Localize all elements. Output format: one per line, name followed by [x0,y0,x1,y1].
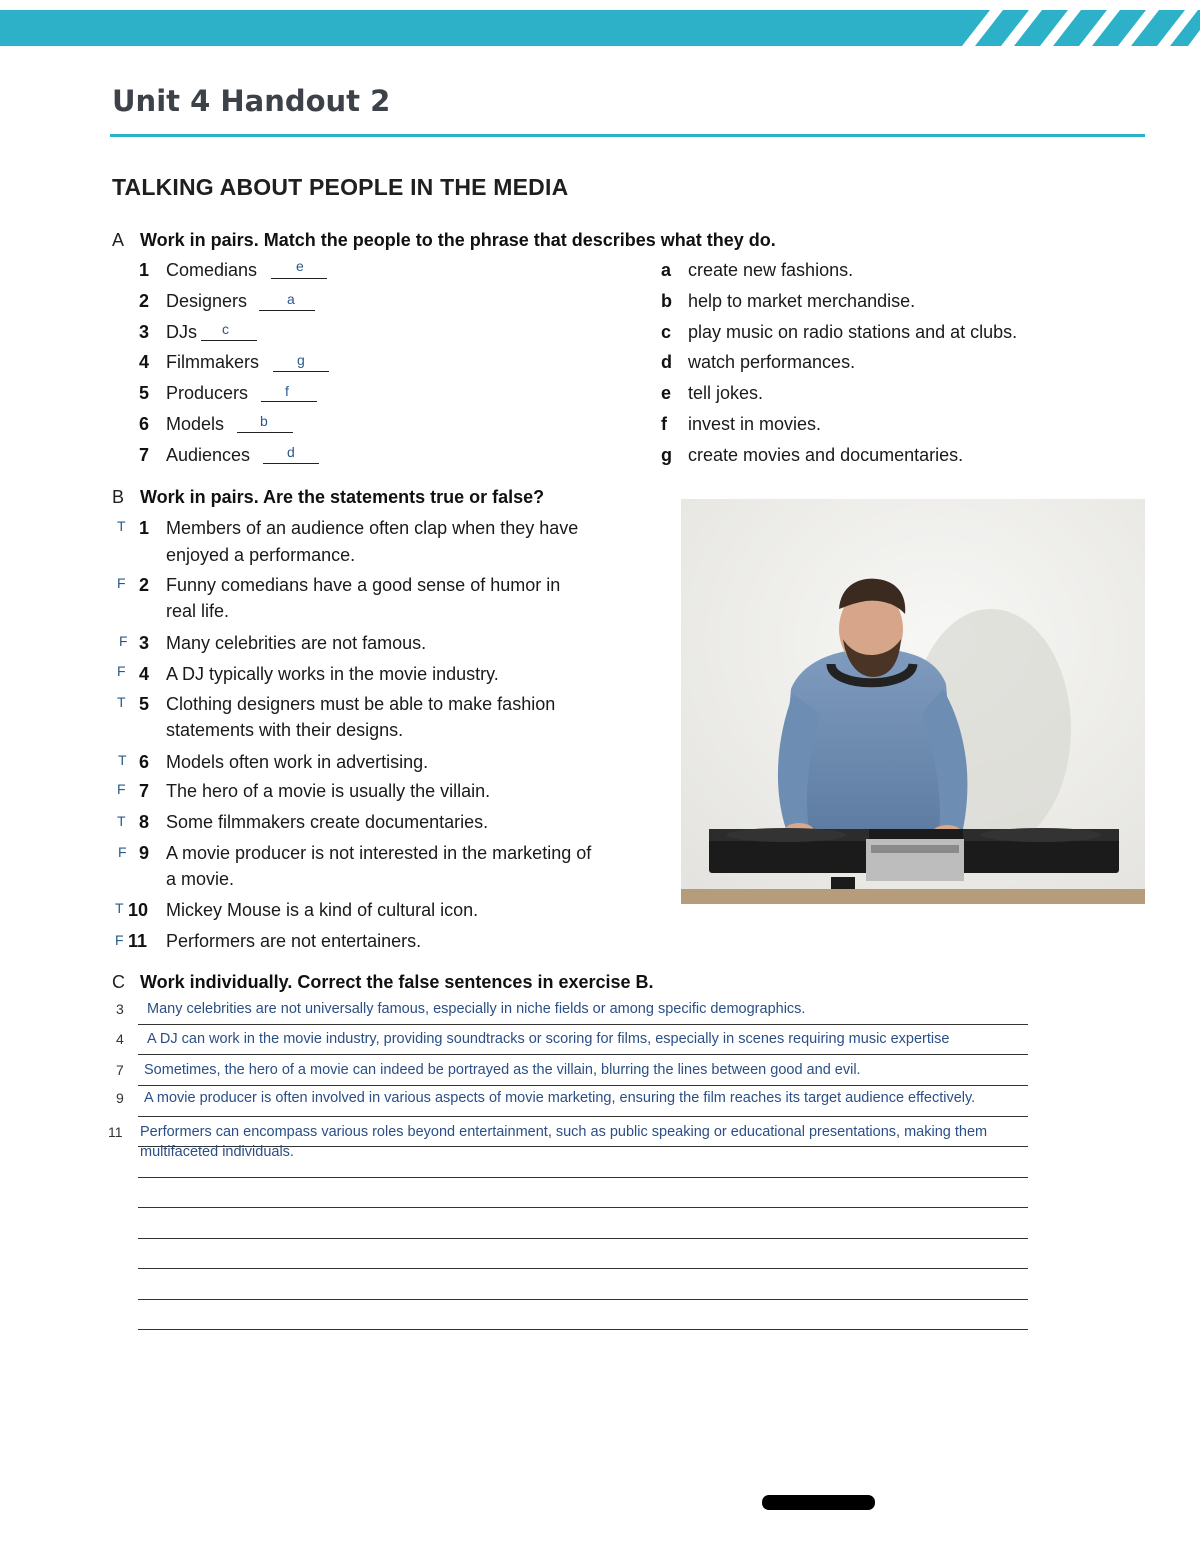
phrase-letter: d [661,352,672,372]
statement-number: 5 [139,694,150,714]
writing-line [138,1207,1028,1208]
statement-text: A DJ typically works in the movie industry. [166,664,499,684]
phrase-text: create new fashions. [688,260,854,280]
item-number: 5 [139,383,150,403]
answer-value: g [297,352,305,368]
exercise-c-letter: C [112,972,125,992]
statement-text: Many celebrities are not famous. [166,633,427,653]
phrase-text: help to market merchandise. [688,291,916,311]
answer-value: b [260,413,268,429]
phrase-letter: f [661,414,667,434]
writing-line [138,1177,1028,1178]
correction-text[interactable]: Many celebrities are not universally famous, especially in niche fields or among specific demographics. [147,1001,806,1017]
answer-value: f [285,383,289,399]
correction-text[interactable]: A movie producer is often involved in various aspects of movie marketing, ensuring the film reaches its target audience effectively. [144,1090,976,1106]
statement-number: 8 [139,812,150,832]
item-number: 1 [139,260,150,280]
phrase-text: invest in movies. [688,414,822,434]
phrase-text: watch performances. [688,352,856,372]
answer-value: c [222,321,229,337]
answer-blank[interactable] [271,278,327,279]
answer-value: a [287,291,295,307]
exercise-c-instruction: Work individually. Correct the false sentences in exercise B. [140,972,654,992]
statement-number: 1 [139,518,150,538]
people-label: Audiences [166,445,251,465]
writing-line [138,1116,1028,1117]
statement-text: Members of an audience often clap when they have [166,518,579,538]
item-number: 7 [139,445,150,465]
statement-text: Funny comedians have a good sense of humor in [166,575,561,595]
answer-value: d [287,444,295,460]
people-label: DJs [166,322,197,342]
writing-line [138,1085,1028,1086]
correction-number: 7 [116,1062,124,1078]
statement-text-cont: a movie. [166,869,235,889]
answer-blank[interactable] [237,432,293,433]
true-false-mark[interactable]: T [115,900,124,916]
statement-text-cont: enjoyed a performance. [166,545,356,565]
true-false-mark[interactable]: T [118,752,127,768]
answer-blank[interactable] [273,371,329,372]
correction-text[interactable]: A DJ can work in the movie industry, providing soundtracks or scoring for films, especially in scenes requiring music expertise [147,1031,950,1047]
statement-number: 9 [139,843,150,863]
people-label: Models [166,414,225,434]
title-divider [110,134,1145,137]
writing-line [138,1299,1028,1300]
answer-blank[interactable] [261,401,317,402]
item-number: 3 [139,322,150,342]
statement-number: 11 [128,931,148,951]
correction-number: 11 [108,1124,123,1140]
statement-text-cont: statements with their designs. [166,720,404,740]
correction-text[interactable]: Sometimes, the hero of a movie can indeed be portrayed as the villain, blurring the lines between good and evil. [144,1062,861,1078]
people-label: Producers [166,383,249,403]
statement-text-cont: real life. [166,601,230,621]
statement-number: 2 [139,575,150,595]
phrase-text: play music on radio stations and at clubs. [688,322,1018,342]
writing-line [138,1024,1028,1025]
phrase-letter: g [661,445,672,465]
phrase-letter: a [661,260,672,280]
people-label: Designers [166,291,248,311]
writing-line [138,1329,1028,1330]
correction-text-cont[interactable]: multifaceted individuals. [140,1144,294,1160]
item-number: 4 [139,352,150,372]
true-false-mark[interactable]: F [117,663,126,679]
item-number: 2 [139,291,150,311]
exercise-b-letter: B [112,487,125,507]
phrase-text: tell jokes. [688,383,764,403]
statement-text: A movie producer is not interested in the marketing of [166,843,592,863]
phrase-text: create movies and documentaries. [688,445,964,465]
item-number: 6 [139,414,150,434]
header-banner [0,10,1200,46]
answer-blank[interactable] [263,463,319,464]
true-false-mark[interactable]: F [117,575,126,591]
statement-text: Mickey Mouse is a kind of cultural icon. [166,900,479,920]
statement-number: 7 [139,781,150,801]
section-heading: TALKING ABOUT PEOPLE IN THE MEDIA [112,174,569,200]
answer-blank[interactable] [201,340,257,341]
correction-text[interactable]: Performers can encompass various roles beyond entertainment, such as public speaking or educational presentations, making them [140,1124,988,1140]
correction-number: 4 [116,1031,124,1047]
true-false-mark[interactable]: F [115,932,124,948]
statement-text: Performers are not entertainers. [166,931,422,951]
phrase-letter: e [661,383,672,403]
statement-text: Clothing designers must be able to make fashion [166,694,556,714]
true-false-mark[interactable]: T [117,813,126,829]
people-label: Filmmakers [166,352,259,372]
people-label: Comedians [166,260,258,280]
statement-number: 10 [128,900,149,920]
writing-line [138,1268,1028,1269]
true-false-mark[interactable]: T [117,694,126,710]
page-title: Unit 4 Handout 2 [112,84,391,118]
true-false-mark[interactable]: F [117,781,126,797]
writing-line [138,1054,1028,1055]
statement-text: The hero of a movie is usually the villain. [166,781,491,801]
dj-photo [681,499,1145,904]
answer-value: e [296,258,304,274]
phrase-letter: b [661,291,672,311]
statement-number: 6 [139,752,150,772]
statement-text: Some filmmakers create documentaries. [166,812,489,832]
exercise-b-instruction: Work in pairs. Are the statements true or false? [140,487,545,507]
exercise-a-letter: A [112,230,125,250]
exercise-a-instruction: Work in pairs. Match the people to the phrase that describes what they do. [140,230,776,250]
true-false-mark[interactable]: F [119,633,128,649]
writing-line [138,1238,1028,1239]
footer-redaction-bar [762,1495,875,1510]
correction-number: 3 [116,1001,124,1017]
true-false-mark[interactable]: T [117,518,126,534]
statement-number: 4 [139,664,150,684]
correction-number: 9 [116,1090,124,1106]
statement-text: Models often work in advertising. [166,752,429,772]
true-false-mark[interactable]: F [118,844,127,860]
phrase-letter: c [661,322,672,342]
statement-number: 3 [139,633,150,653]
answer-blank[interactable] [259,310,315,311]
